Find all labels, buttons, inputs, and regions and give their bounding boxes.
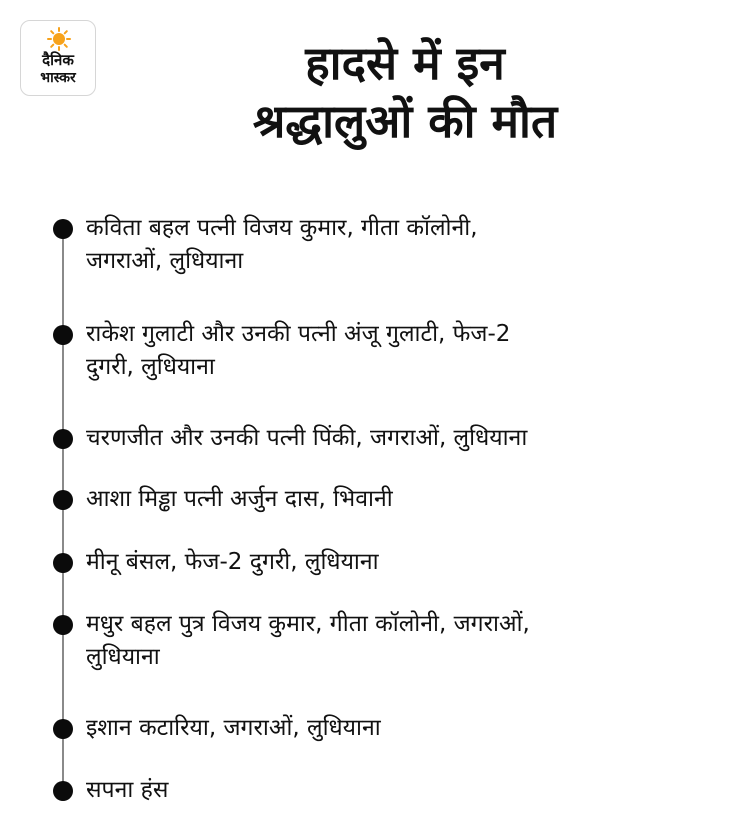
list-item [86,608,711,674]
bullet-dot [53,219,73,239]
bullet-dot [53,781,73,801]
bullet-dot [53,429,73,449]
title-line-2: श्रद्धालुओं की मौत [252,94,558,148]
list-item-line: इशान कटारिया, जगराओं, लुधियाना [86,715,381,741]
list-item-line: सपना हंस [86,777,169,803]
list-item-line: मधुर बहल पुत्र विजय कुमार, गीता कॉलोनी, जगराओं, [86,611,530,637]
bullet-dot [53,615,73,635]
list-item [86,318,711,384]
bullet-dot [53,325,73,345]
list-item [86,774,711,807]
list-item-line: आशा मिड्ढा पत्नी अर्जुन दास, भिवानी [86,486,393,512]
bullet-dot [53,490,73,510]
list-item [86,422,711,455]
list-item-line: चरणजीत और उनकी पत्नी पिंकी, जगराओं, लुधियाना [86,425,528,451]
list-item-line: मीनू बंसल, फेज-2 दुगरी, लुधियाना [86,549,379,575]
logo-line-1: दैनिक [42,51,74,69]
list-item [86,712,711,745]
list-item [86,483,711,516]
bullet-dot [53,553,73,573]
list-item [86,546,711,579]
logo-line-2: भास्कर [40,70,76,86]
list-item [86,212,711,278]
list-item-line: जगराओं, लुधियाना [86,248,244,274]
list-item-line: राकेश गुलाटी और उनकी पत्नी अंजू गुलाटी, फेज-2 [86,321,511,347]
list-item-line: कविता बहल पत्नी विजय कुमार, गीता कॉलोनी, [86,215,478,241]
title-line-1: हादसे में इन [305,36,505,90]
list-item-line: दुगरी, लुधियाना [86,354,215,380]
list-item-line: लुधियाना [86,644,160,670]
bullet-dot [53,719,73,739]
